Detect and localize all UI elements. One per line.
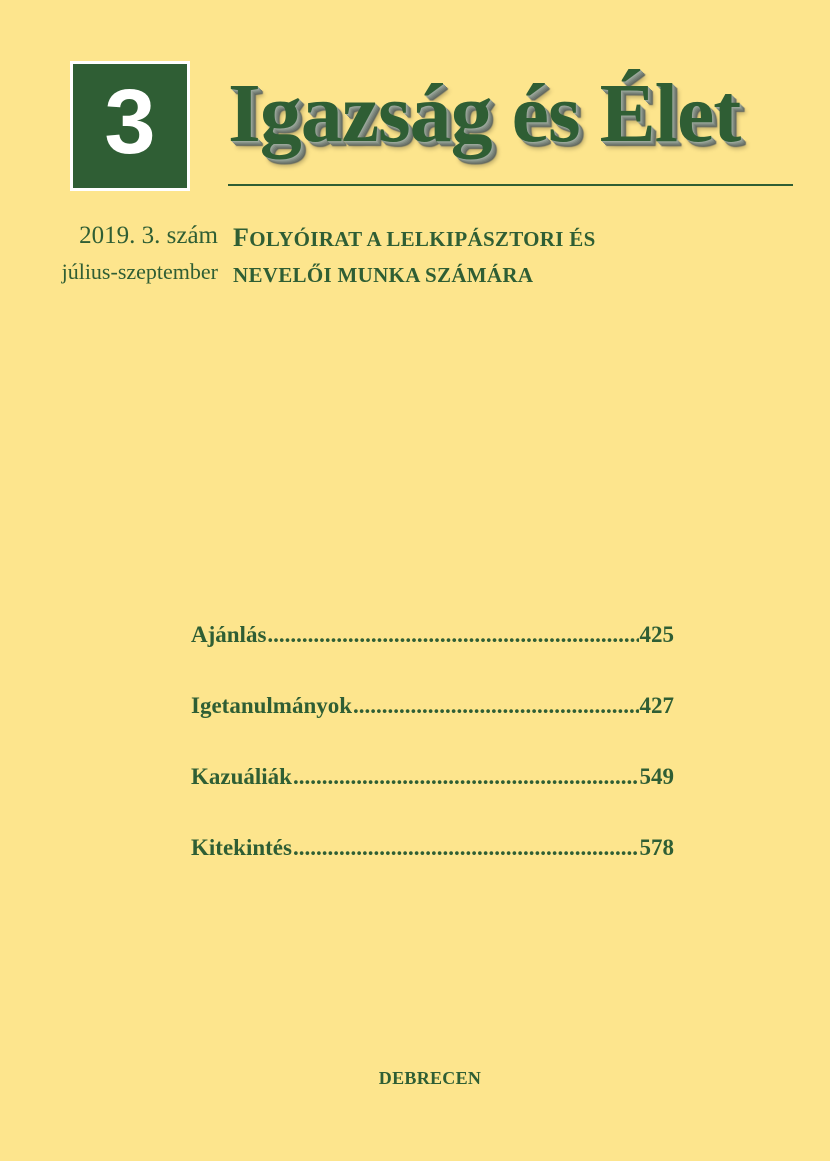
- toc-leader-dots: [267, 622, 638, 648]
- toc-leader-dots: [353, 693, 638, 719]
- issue-date: 2019. 3. szám: [79, 222, 218, 249]
- table-of-contents: [191, 622, 674, 906]
- toc-entry: [191, 622, 674, 658]
- issue-number: 3: [104, 71, 156, 173]
- toc-entry-label: Kitekintés: [191, 835, 292, 860]
- issue-months: július-szeptember: [61, 259, 218, 284]
- toc-entry-page: 578: [639, 835, 674, 860]
- toc-entry: [191, 693, 674, 729]
- journal-subtitle: [233, 220, 596, 293]
- subtitle-line-1: FOLYÓIRAT A LELKIPÁSZTORI ÉS: [233, 223, 596, 252]
- toc-entry: [191, 835, 674, 871]
- toc-leader-dots: [293, 835, 639, 861]
- publication-place: DEBRECEN: [378, 1068, 482, 1088]
- subtitle-line-2: NEVELŐI MUNKA SZÁMÁRA: [233, 263, 534, 287]
- toc-entry-page: 549: [639, 764, 674, 789]
- journal-title: Igazság és Élet: [228, 67, 741, 160]
- toc-entry-label: Kazuáliák: [191, 764, 292, 789]
- issue-number-box: [70, 61, 190, 191]
- toc-entry-page: 427: [639, 693, 674, 718]
- toc-entry: [191, 764, 674, 800]
- issue-info: [62, 218, 218, 290]
- title-divider: [228, 184, 793, 186]
- toc-entry-label: Igetanulmányok: [191, 693, 353, 718]
- toc-entry-page: 425: [639, 622, 674, 647]
- toc-entry-label: Ajánlás: [191, 622, 267, 647]
- toc-leader-dots: [293, 764, 639, 790]
